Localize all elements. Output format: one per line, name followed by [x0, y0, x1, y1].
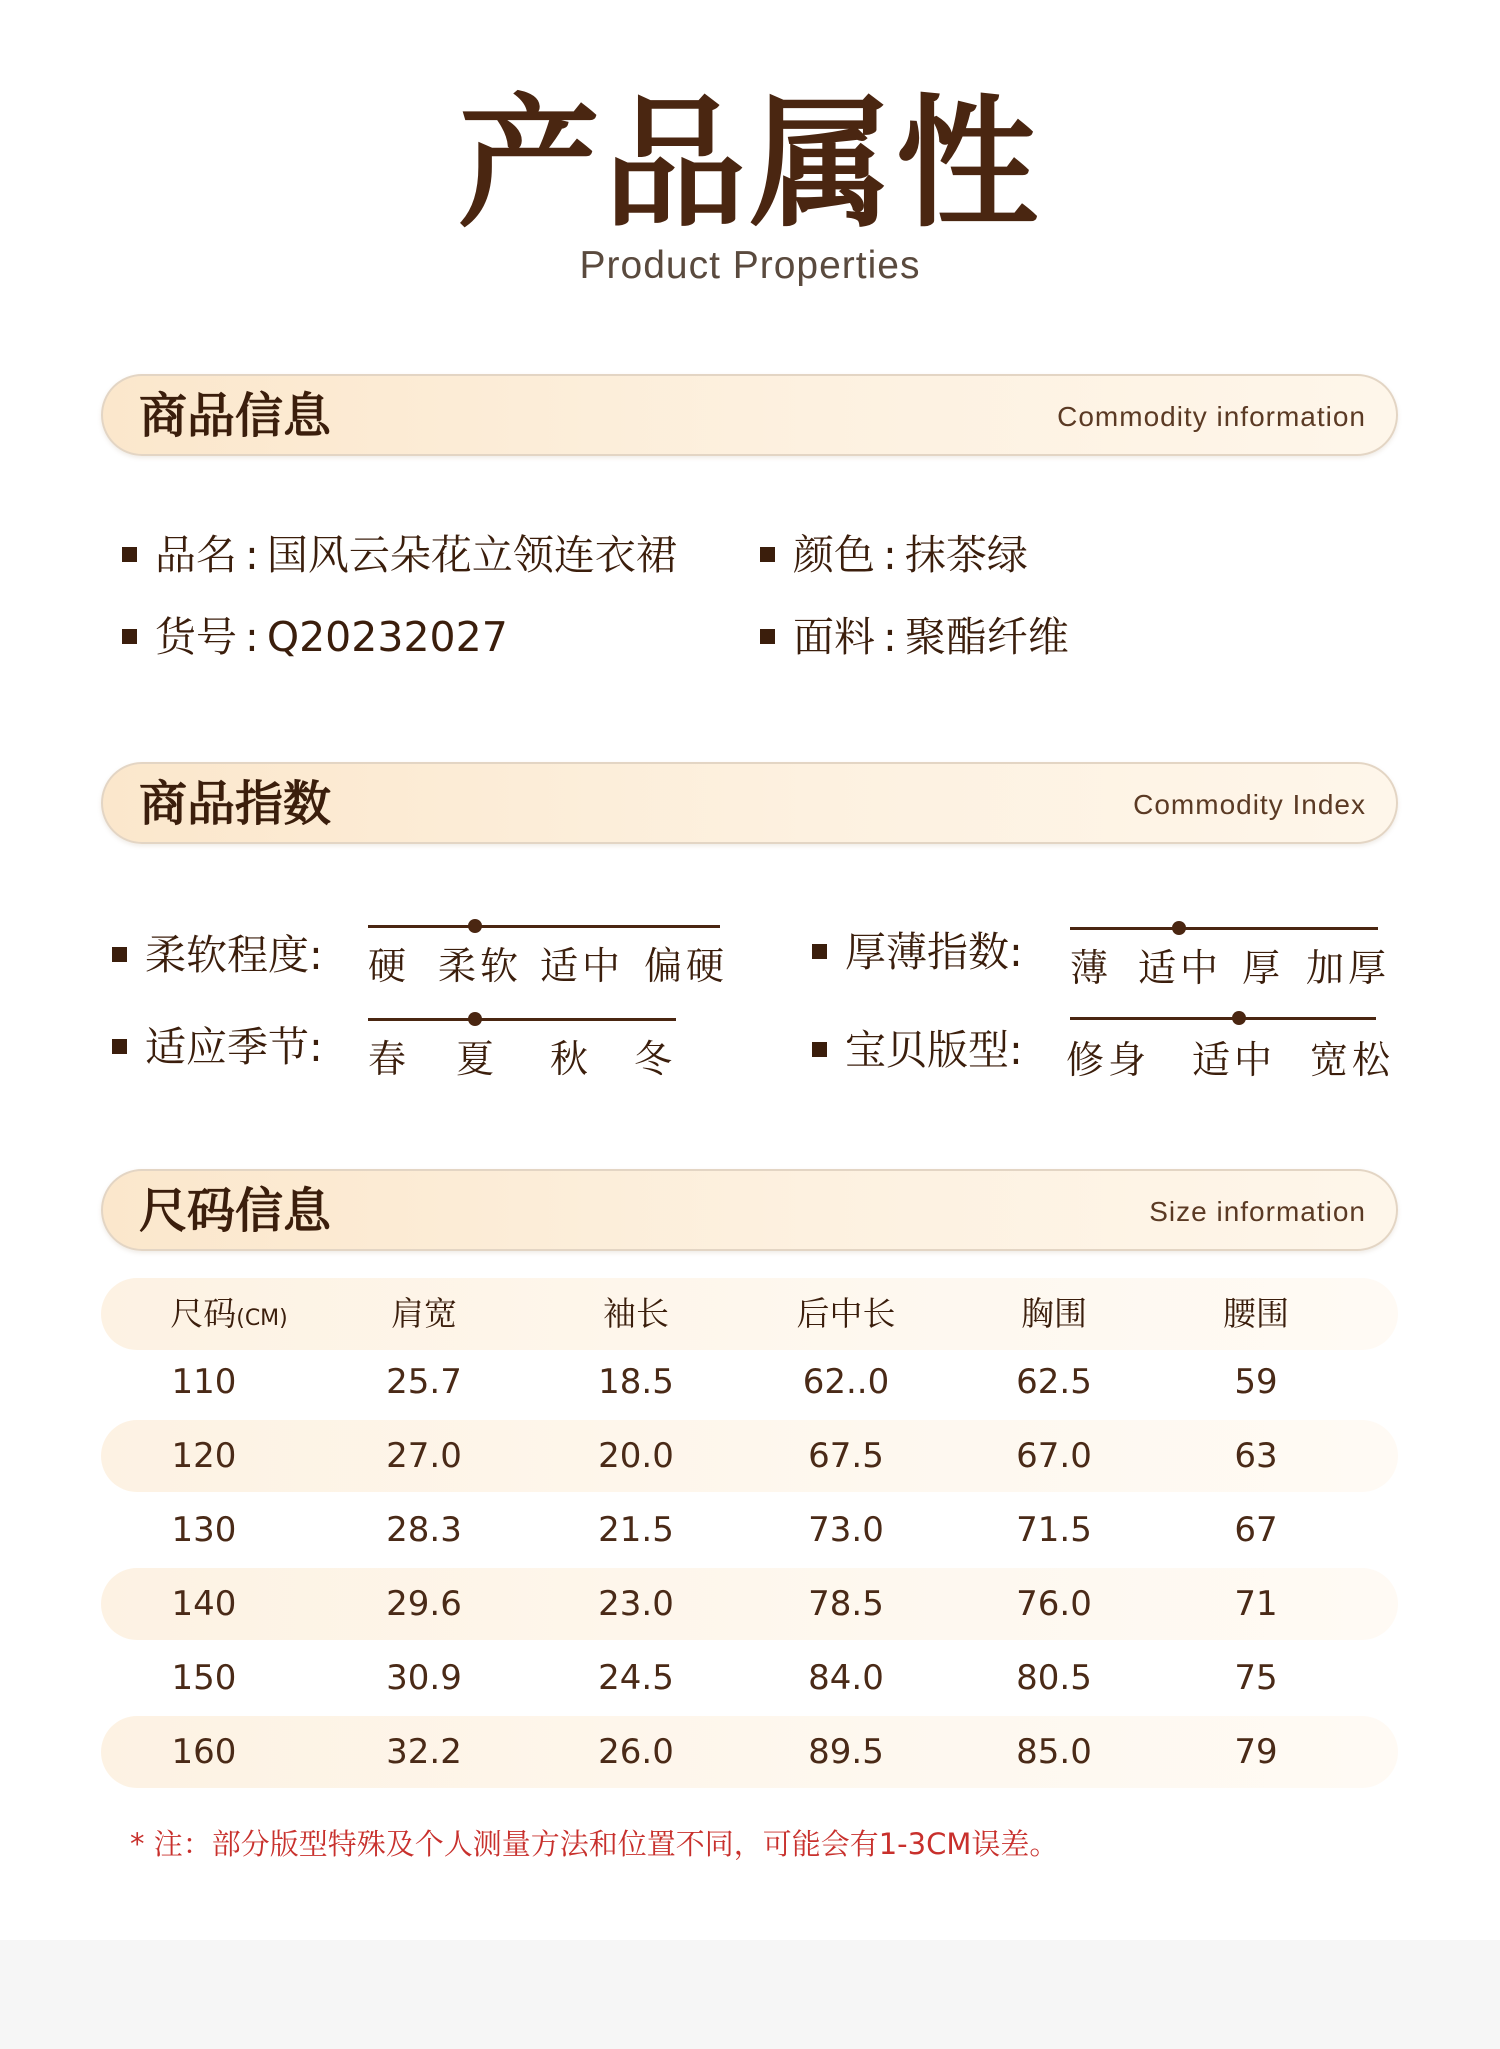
page-title: 产品属性	[458, 82, 1042, 247]
info-value: 聚酯纤维	[904, 613, 1069, 661]
table-header-cell: 腰围	[1223, 1294, 1289, 1333]
scale-option: 硬	[368, 944, 411, 988]
table-cell: 67.5	[808, 1436, 884, 1476]
table-cell: 150	[171, 1658, 237, 1698]
scale-option: 适中	[1192, 1038, 1277, 1082]
info-label: 货号	[155, 613, 237, 661]
section-title-en: Size information	[1149, 1196, 1366, 1227]
table-header-cell: 尺码(CM)	[170, 1294, 288, 1333]
table-cell: 24.5	[598, 1658, 674, 1698]
table-cell: 29.6	[386, 1584, 462, 1624]
table-header-cell: 胸围	[1021, 1294, 1087, 1333]
info-value: 国风云朵花立领连衣裙	[266, 531, 677, 579]
table-header-cell: 后中长	[796, 1294, 896, 1333]
bullet-icon	[112, 1039, 127, 1054]
table-cell: 79	[1234, 1732, 1278, 1772]
table-row	[101, 1568, 1398, 1640]
table-row	[101, 1494, 1398, 1566]
table-cell: 85.0	[1016, 1732, 1092, 1772]
scale-marker	[468, 919, 482, 933]
info-item-sku: 货号 : Q20232027	[122, 612, 508, 662]
scale-option: 秋	[550, 1037, 593, 1081]
table-row	[101, 1346, 1398, 1418]
scale-marker	[468, 1012, 482, 1026]
bullet-icon	[760, 547, 775, 562]
scale-line	[368, 925, 720, 928]
table-cell: 67.0	[1016, 1436, 1092, 1476]
table-cell: 18.5	[598, 1362, 674, 1402]
bullet-icon	[812, 944, 827, 959]
table-cell: 130	[171, 1510, 237, 1550]
table-cell: 89.5	[808, 1732, 884, 1772]
info-value: 抹茶绿	[904, 531, 1028, 579]
table-row	[101, 1642, 1398, 1714]
table-cell: 28.3	[386, 1510, 462, 1550]
section-title-zh: 尺码信息	[139, 1183, 332, 1239]
table-cell: 120	[171, 1436, 237, 1476]
scale-marker	[1232, 1011, 1246, 1025]
scale-option: 适中	[540, 944, 625, 988]
bullet-icon	[122, 629, 137, 644]
table-header-cell: 肩宽	[391, 1294, 457, 1333]
info-label: 面料	[793, 613, 875, 661]
scale-line	[1070, 1017, 1376, 1020]
index-label-fit: 宝贝版型:	[812, 1025, 1023, 1075]
scale-option: 春	[368, 1037, 411, 1081]
info-item-color: 颜色 : 抹茶绿	[760, 530, 1028, 580]
table-cell: 21.5	[598, 1510, 674, 1550]
table-header-cell: 袖长	[603, 1294, 669, 1333]
section-title-zh: 商品信息	[139, 388, 332, 444]
bullet-icon	[122, 547, 137, 562]
footer-band	[0, 1940, 1500, 2049]
scale-option: 偏硬	[644, 944, 729, 988]
bullet-icon	[812, 1042, 827, 1057]
table-cell: 78.5	[808, 1584, 884, 1624]
info-value: Q20232027	[266, 613, 508, 661]
table-cell: 30.9	[386, 1658, 462, 1698]
index-label-season: 适应季节:	[112, 1022, 323, 1072]
section-title-zh: 商品指数	[139, 776, 332, 832]
info-item-fabric: 面料 : 聚酯纤维	[760, 612, 1069, 662]
table-cell: 73.0	[808, 1510, 884, 1550]
table-cell: 71	[1234, 1584, 1278, 1624]
scale-option: 适中	[1138, 946, 1223, 990]
scale-option: 厚	[1242, 946, 1285, 990]
info-item-name: 品名 : 国风云朵花立领连衣裙	[122, 530, 677, 580]
measurement-note: * 注：部分版型特殊及个人测量方法和位置不同，可能会有1-3CM误差。	[130, 1827, 1059, 1861]
index-label-thickness: 厚薄指数:	[812, 927, 1023, 977]
scale-line	[368, 1018, 676, 1021]
bullet-icon	[112, 947, 127, 962]
table-row	[101, 1716, 1398, 1788]
scale-option: 修身	[1066, 1038, 1151, 1082]
table-cell: 71.5	[1016, 1510, 1092, 1550]
table-cell: 80.5	[1016, 1658, 1092, 1698]
index-label-softness: 柔软程度:	[112, 930, 323, 980]
scale-option: 加厚	[1306, 946, 1391, 990]
section-bar-size-info	[101, 1169, 1398, 1251]
table-cell: 26.0	[598, 1732, 674, 1772]
scale-line	[1070, 927, 1378, 930]
table-cell: 75	[1234, 1658, 1278, 1698]
section-title-en: Commodity Index	[1133, 789, 1366, 820]
section-title-en: Commodity information	[1057, 401, 1366, 432]
table-cell: 62..0	[802, 1362, 890, 1402]
table-row	[101, 1420, 1398, 1492]
table-cell: 62.5	[1016, 1362, 1092, 1402]
table-cell: 76.0	[1016, 1584, 1092, 1624]
table-cell: 32.2	[386, 1732, 462, 1772]
table-cell: 67	[1234, 1510, 1278, 1550]
scale-option: 冬	[634, 1037, 677, 1081]
bullet-icon	[760, 629, 775, 644]
scale-option: 柔软	[438, 944, 523, 988]
table-cell: 20.0	[598, 1436, 674, 1476]
page-subtitle: Product Properties	[579, 244, 921, 287]
info-label: 颜色	[793, 531, 875, 579]
table-cell: 84.0	[808, 1658, 884, 1698]
table-cell: 25.7	[386, 1362, 462, 1402]
table-cell: 160	[171, 1732, 237, 1772]
table-header-row	[101, 1278, 1398, 1350]
scale-option: 宽松	[1310, 1038, 1395, 1082]
table-cell: 140	[171, 1584, 237, 1624]
scale-option: 薄	[1070, 946, 1113, 990]
table-cell: 63	[1234, 1436, 1278, 1476]
section-bar-commodity-index	[101, 762, 1398, 844]
table-cell: 110	[171, 1362, 237, 1402]
table-cell: 59	[1234, 1362, 1278, 1402]
section-bar-commodity-info	[101, 374, 1398, 456]
info-label: 品名	[155, 531, 237, 579]
scale-marker	[1172, 921, 1186, 935]
scale-option: 夏	[456, 1037, 499, 1081]
table-cell: 23.0	[598, 1584, 674, 1624]
table-cell: 27.0	[386, 1436, 462, 1476]
